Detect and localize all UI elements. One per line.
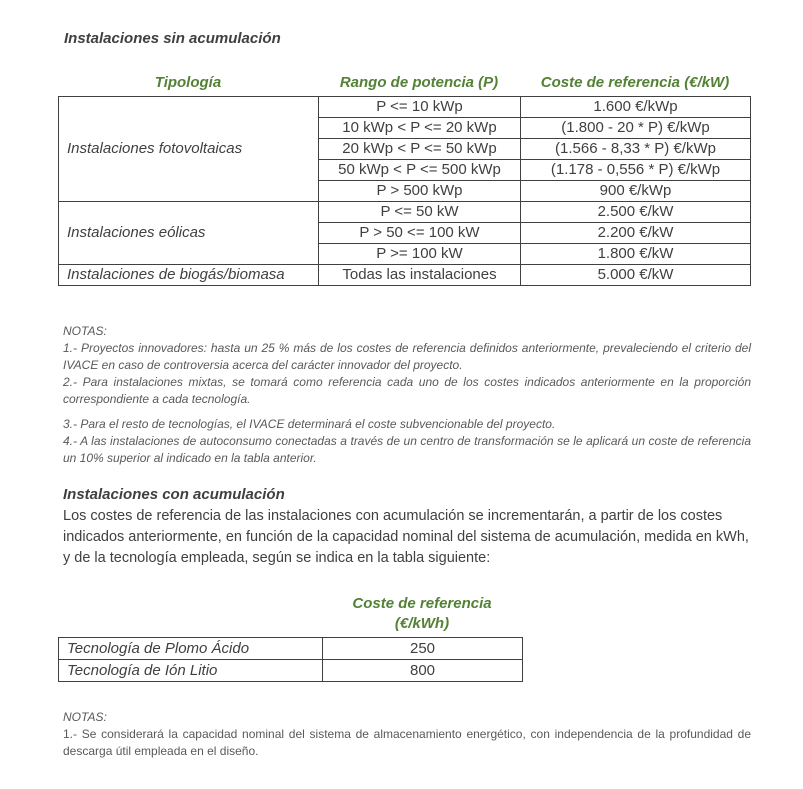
range-cell: P > 500 kWp	[319, 181, 521, 202]
range-cell: P > 50 <= 100 kW	[319, 223, 521, 244]
range-cell: P <= 50 kW	[319, 202, 521, 223]
notes-block-1	[63, 323, 751, 467]
cost-cell: 5.000 €/kW	[521, 265, 751, 286]
cost-cell: 2.500 €/kW	[521, 202, 751, 223]
cost-cell: (1.566 - 8,33 * P) €/kWp	[521, 139, 751, 160]
table2-header-row	[58, 594, 747, 634]
cost-cell: 800	[323, 660, 523, 682]
table1-header-tipologia: Tipología	[154, 74, 222, 91]
section-title-storage: Instalaciones con acumulación	[63, 486, 285, 503]
table-row	[59, 265, 751, 286]
typology-fotovoltaicas: Instalaciones fotovoltaicas	[59, 97, 319, 202]
notes1-heading: NOTAS:	[63, 324, 107, 338]
table-row	[59, 660, 523, 682]
typology-biogas-biomasa: Instalaciones de biogás/biomasa	[59, 265, 319, 286]
cost-cell: (1.178 - 0,556 * P) €/kWp	[521, 160, 751, 181]
note-item: 4.- A las instalaciones de autoconsumo conectadas a través de un centro de transformación se le aplicará un coste de referencia un 10% superior al indicado en la tabla anterior.	[63, 434, 751, 465]
table2-header-spacer	[58, 594, 322, 634]
technology-plomo-acido: Tecnología de Plomo Ácido	[59, 638, 323, 660]
table2-header-coste-referencia	[322, 594, 522, 634]
table1-header-rango-potencia: Rango de potencia (P)	[339, 74, 499, 91]
reference-cost-table	[58, 96, 751, 286]
notes2-heading: NOTAS:	[63, 710, 107, 724]
range-cell: P >= 100 kW	[319, 244, 521, 265]
table1-header-coste-referencia: Coste de referencia (€/kW)	[540, 74, 730, 91]
range-cell: P <= 10 kWp	[319, 97, 521, 118]
table-row	[59, 638, 523, 660]
cost-cell: 1.600 €/kWp	[521, 97, 751, 118]
table2-header-line2: (€/kWh)	[394, 615, 450, 632]
note-item: 2.- Para instalaciones mixtas, se tomará como referencia cada uno de los costes indicados anteriormente en la proporción correspondiente a cada tecnología.	[63, 375, 751, 406]
cost-cell: (1.800 - 20 * P) €/kWp	[521, 118, 751, 139]
range-cell: 50 kWp < P <= 500 kWp	[319, 160, 521, 181]
note-item: 1.- Se considerará la capacidad nominal del sistema de almacenamiento energético, con independencia de la profundidad de descarga útil empleada en el diseño.	[63, 727, 751, 758]
storage-paragraph: Los costes de referencia de las instalaciones con acumulación se incrementarán, a partir de los costes indicados anteriormente, en función de la capacidad nominal del sistema de acumulación, medida en kWh, y de la tecnología empleada, según se indica en la tabla siguiente:	[63, 508, 749, 566]
typology-eolicas: Instalaciones eólicas	[59, 202, 319, 265]
table-row	[59, 202, 751, 223]
cost-cell: 2.200 €/kW	[521, 223, 751, 244]
technology-ion-litio: Tecnología de Ión Litio	[59, 660, 323, 682]
range-cell: 20 kWp < P <= 50 kWp	[319, 139, 521, 160]
table2-header-line1: Coste de referencia	[352, 595, 492, 612]
range-cell: Todas las instalaciones	[319, 265, 521, 286]
note-item: 3.- Para el resto de tecnologías, el IVACE determinará el coste subvencionable del proyecto.	[63, 417, 556, 431]
cost-cell: 900 €/kWp	[521, 181, 751, 202]
table-row	[59, 97, 751, 118]
section-title-no-storage: Instalaciones sin acumulación	[64, 30, 281, 47]
cost-cell: 1.800 €/kW	[521, 244, 751, 265]
cost-cell: 250	[323, 638, 523, 660]
note-item: 1.- Proyectos innovadores: hasta un 25 % más de los costes de referencia definidos anteriormente, prevaleciendo el criterio del IVACE en caso de controversia acerca del carácter innovador del proyecto.	[63, 341, 751, 372]
range-cell: 10 kWp < P <= 20 kWp	[319, 118, 521, 139]
storage-cost-table	[58, 637, 523, 682]
notes-block-2	[63, 709, 751, 760]
table1-header-row	[58, 74, 747, 91]
